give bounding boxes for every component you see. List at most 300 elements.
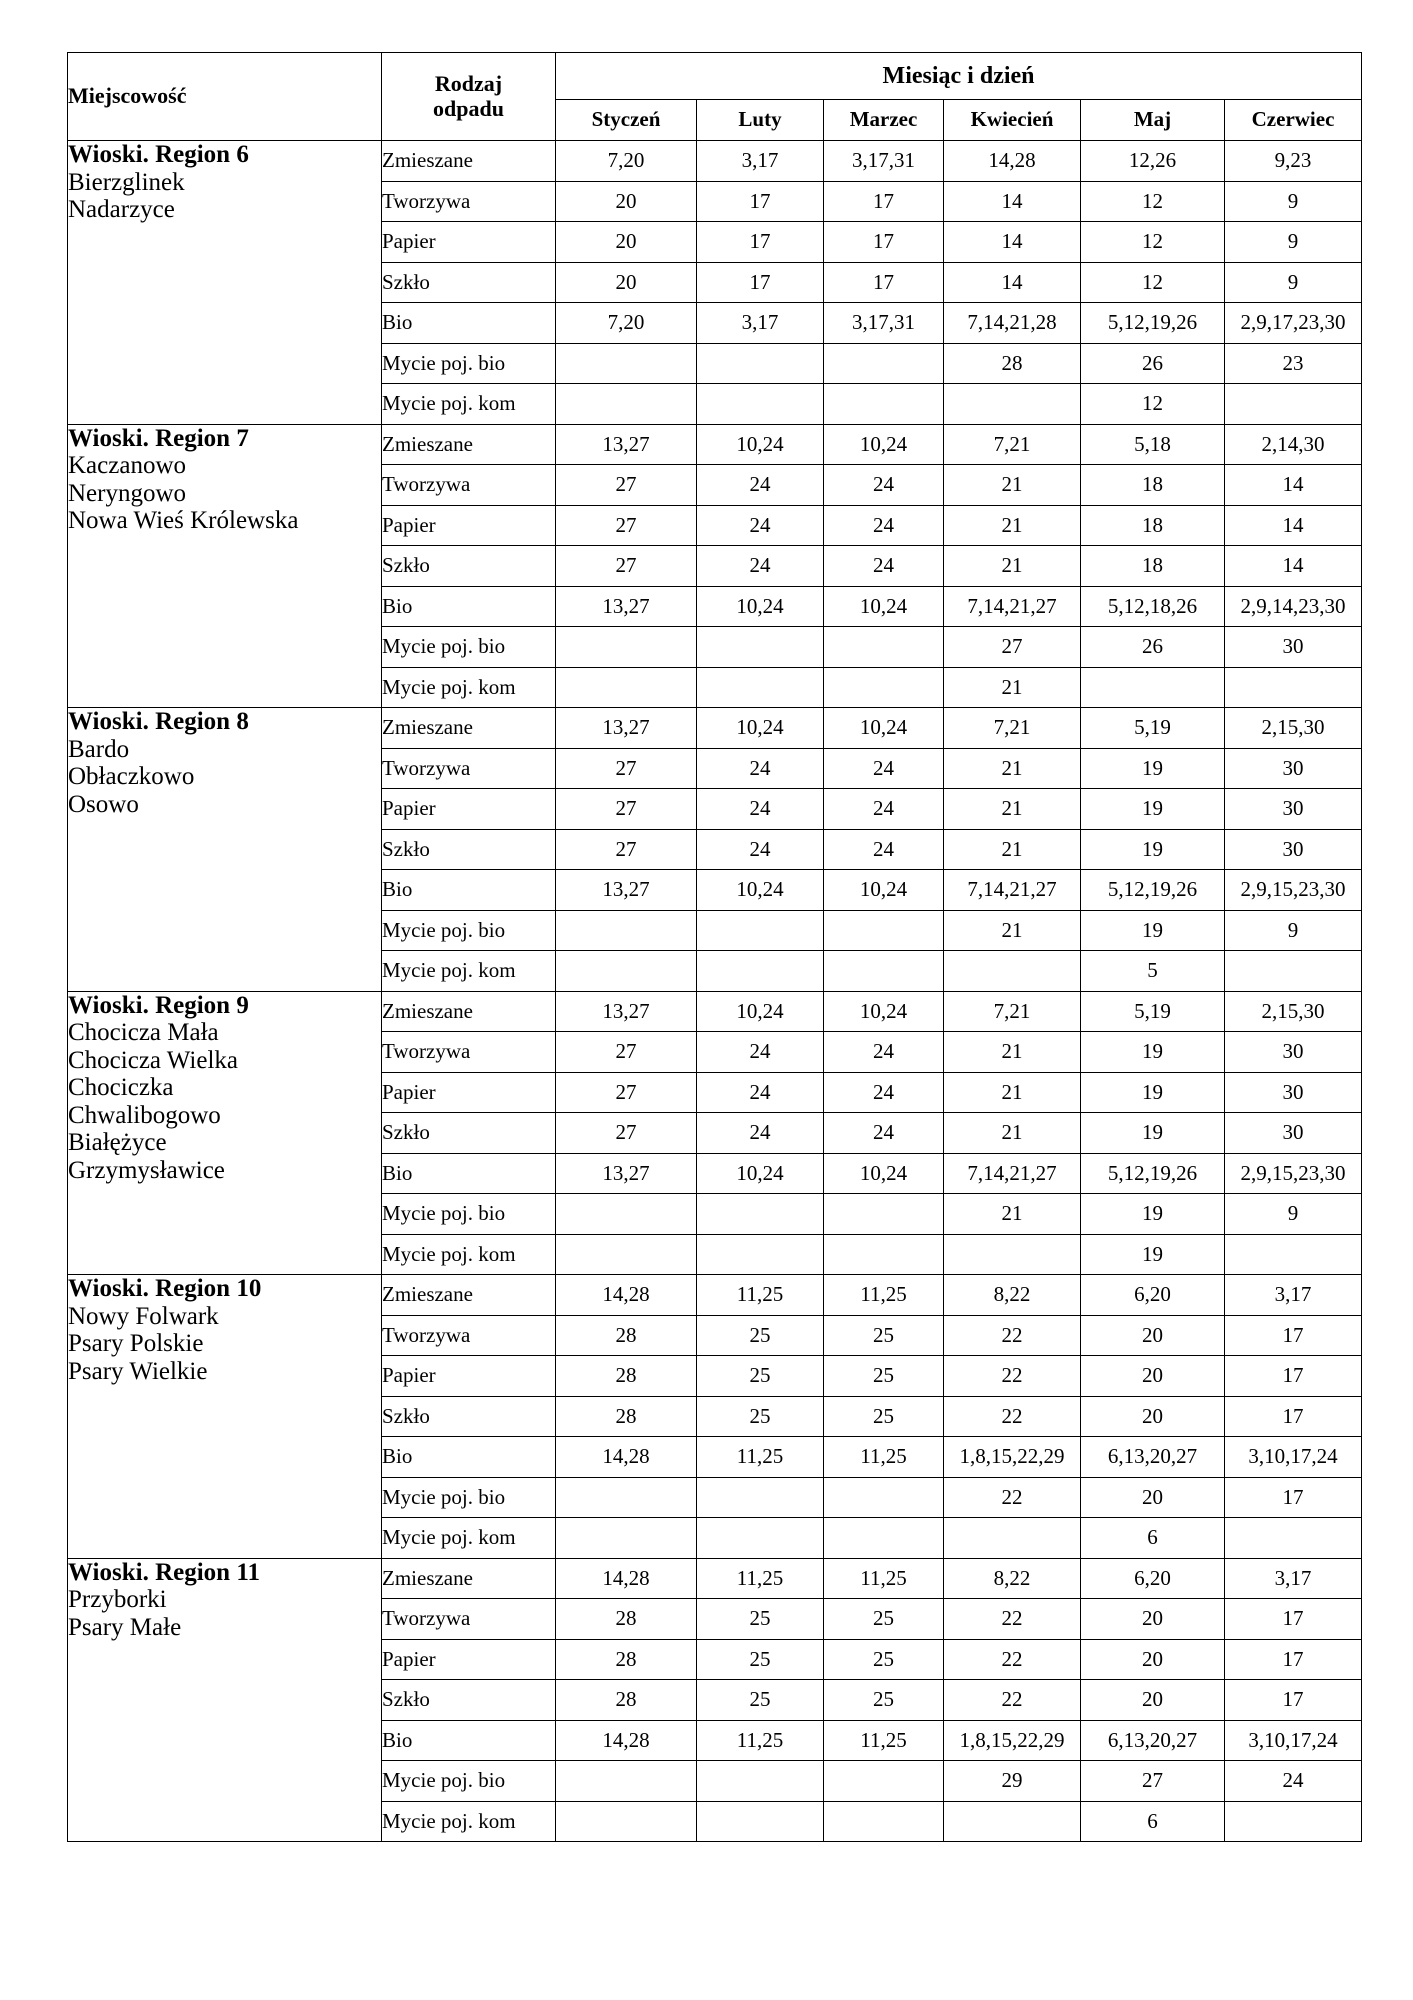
waste-type-cell: Tworzywa [382, 1315, 556, 1356]
village-name: Osowo [68, 790, 139, 818]
collection-days-cell: 13,27 [556, 586, 697, 627]
collection-days-cell: 5 [1081, 951, 1225, 992]
village-name: Neryngowo [68, 479, 187, 507]
collection-days-cell [556, 1234, 697, 1275]
collection-days-cell: 11,25 [824, 1720, 944, 1761]
collection-days-cell [1225, 1518, 1362, 1559]
waste-type-cell: Mycie poj. bio [382, 627, 556, 668]
collection-days-cell [556, 951, 697, 992]
region-place-cell [68, 991, 382, 1275]
village-name: Chocicza Mała [68, 1019, 219, 1046]
collection-days-cell: 1,8,15,22,29 [944, 1720, 1081, 1761]
collection-days-cell: 2,9,14,23,30 [1225, 586, 1362, 627]
month-day-group-header: Miesiąc i dzień [556, 53, 1362, 100]
collection-days-cell: 7,14,21,27 [944, 1153, 1081, 1194]
collection-days-cell: 10,24 [824, 1153, 944, 1194]
collection-days-cell: 3,17 [697, 303, 824, 344]
collection-days-cell [556, 667, 697, 708]
collection-days-cell: 24 [824, 465, 944, 506]
region-place-cell [68, 424, 382, 708]
collection-days-cell [697, 951, 824, 992]
collection-days-cell: 7,14,21,27 [944, 586, 1081, 627]
waste-type-cell: Mycie poj. kom [382, 1801, 556, 1842]
collection-days-cell: 7,20 [556, 303, 697, 344]
collection-days-cell: 27 [556, 748, 697, 789]
collection-days-cell: 2,14,30 [1225, 424, 1362, 465]
collection-days-cell: 24 [697, 1032, 824, 1073]
collection-days-cell: 30 [1225, 1113, 1362, 1154]
collection-days-cell: 24 [697, 829, 824, 870]
collection-days-cell: 17 [1225, 1639, 1362, 1680]
collection-days-cell: 14 [944, 262, 1081, 303]
collection-days-cell: 9 [1225, 181, 1362, 222]
collection-days-cell: 25 [824, 1639, 944, 1680]
collection-days-cell: 9,23 [1225, 141, 1362, 182]
collection-days-cell: 17 [697, 262, 824, 303]
collection-days-cell: 10,24 [824, 586, 944, 627]
collection-days-cell [697, 1761, 824, 1802]
collection-days-cell: 19 [1081, 1113, 1225, 1154]
collection-days-cell [556, 910, 697, 951]
collection-days-cell: 17 [1225, 1599, 1362, 1640]
waste-type-cell: Zmieszane [382, 1558, 556, 1599]
collection-days-cell: 11,25 [697, 1558, 824, 1599]
collection-days-cell [824, 627, 944, 668]
waste-type-cell: Tworzywa [382, 748, 556, 789]
village-name: Chocicza Wielka [68, 1046, 238, 1074]
region-name: Wioski. Region 7 [68, 424, 249, 452]
collection-days-cell [824, 343, 944, 384]
collection-days-cell: 25 [824, 1315, 944, 1356]
collection-days-cell: 21 [944, 667, 1081, 708]
collection-days-cell: 7,14,21,27 [944, 870, 1081, 911]
collection-days-cell: 30 [1225, 789, 1362, 830]
waste-type-cell: Szkło [382, 262, 556, 303]
collection-days-cell: 27 [556, 546, 697, 587]
region-place-cell [68, 1558, 382, 1842]
collection-days-cell: 17 [1225, 1396, 1362, 1437]
table-row [68, 1558, 1362, 1599]
collection-days-cell: 30 [1225, 829, 1362, 870]
collection-days-cell: 18 [1081, 546, 1225, 587]
collection-days-cell: 24 [697, 546, 824, 587]
collection-days-cell: 12 [1081, 181, 1225, 222]
collection-days-cell: 26 [1081, 343, 1225, 384]
collection-days-cell [824, 1477, 944, 1518]
collection-days-cell: 28 [944, 343, 1081, 384]
waste-type-cell: Mycie poj. kom [382, 384, 556, 425]
collection-days-cell: 13,27 [556, 708, 697, 749]
collection-days-cell: 20 [556, 181, 697, 222]
collection-days-cell: 27 [556, 1072, 697, 1113]
table-row [68, 708, 1362, 749]
collection-days-cell: 19 [1081, 829, 1225, 870]
collection-days-cell: 28 [556, 1680, 697, 1721]
collection-days-cell: 24 [824, 1032, 944, 1073]
waste-type-cell: Bio [382, 303, 556, 344]
collection-days-cell [944, 1234, 1081, 1275]
waste-type-cell: Papier [382, 1639, 556, 1680]
collection-days-cell: 9 [1225, 222, 1362, 263]
collection-days-cell: 5,12,18,26 [1081, 586, 1225, 627]
collection-days-cell: 18 [1081, 465, 1225, 506]
collection-days-cell: 17 [1225, 1680, 1362, 1721]
collection-days-cell: 20 [1081, 1639, 1225, 1680]
region-name: Wioski. Region 9 [68, 991, 249, 1019]
month-header-march: Marzec [824, 100, 944, 141]
collection-days-cell [1081, 667, 1225, 708]
village-name: Przyborki [68, 1586, 167, 1613]
collection-days-cell: 30 [1225, 1032, 1362, 1073]
collection-days-cell: 19 [1081, 1234, 1225, 1275]
collection-days-cell: 14 [944, 222, 1081, 263]
village-name: Nowa Wieś Królewska [68, 507, 299, 534]
collection-days-cell: 22 [944, 1356, 1081, 1397]
waste-type-cell: Zmieszane [382, 424, 556, 465]
collection-days-cell: 11,25 [824, 1275, 944, 1316]
waste-type-cell: Mycie poj. bio [382, 1477, 556, 1518]
village-name: Obłaczkowo [68, 763, 195, 790]
collection-days-cell: 12 [1081, 384, 1225, 425]
waste-type-cell: Bio [382, 586, 556, 627]
collection-days-cell [824, 667, 944, 708]
collection-days-cell [697, 1477, 824, 1518]
collection-days-cell: 19 [1081, 1194, 1225, 1235]
village-name: Nadarzyce [68, 196, 175, 223]
collection-days-cell: 17 [824, 222, 944, 263]
collection-days-cell [1225, 667, 1362, 708]
collection-days-cell: 11,25 [697, 1720, 824, 1761]
collection-days-cell: 23 [1225, 343, 1362, 384]
collection-days-cell: 11,25 [824, 1558, 944, 1599]
region-place-cell [68, 141, 382, 425]
collection-days-cell: 21 [944, 748, 1081, 789]
collection-days-cell: 24 [824, 1113, 944, 1154]
collection-days-cell: 25 [697, 1356, 824, 1397]
collection-days-cell: 24 [697, 748, 824, 789]
waste-type-cell: Bio [382, 1153, 556, 1194]
collection-days-cell: 19 [1081, 789, 1225, 830]
region-name: Wioski. Region 10 [68, 1275, 262, 1302]
collection-days-cell [556, 1477, 697, 1518]
collection-days-cell: 2,15,30 [1225, 708, 1362, 749]
collection-days-cell: 27 [556, 465, 697, 506]
waste-type-cell: Bio [382, 1437, 556, 1478]
collection-days-cell [944, 1518, 1081, 1559]
collection-days-cell: 20 [1081, 1680, 1225, 1721]
collection-days-cell: 21 [944, 546, 1081, 587]
collection-days-cell: 28 [556, 1599, 697, 1640]
collection-days-cell: 14 [1225, 546, 1362, 587]
table-row [68, 1275, 1362, 1316]
collection-days-cell: 28 [556, 1315, 697, 1356]
collection-days-cell: 27 [1081, 1761, 1225, 1802]
collection-days-cell: 11,25 [697, 1275, 824, 1316]
village-name: Chociczka [68, 1074, 174, 1101]
collection-days-cell: 20 [1081, 1477, 1225, 1518]
collection-days-cell: 17 [697, 222, 824, 263]
collection-days-cell: 25 [824, 1396, 944, 1437]
village-name: Białężyce [68, 1129, 167, 1156]
collection-days-cell: 2,9,15,23,30 [1225, 870, 1362, 911]
collection-days-cell: 3,10,17,24 [1225, 1437, 1362, 1478]
waste-type-cell: Mycie poj. bio [382, 1761, 556, 1802]
collection-days-cell [824, 1801, 944, 1842]
collection-days-cell: 22 [944, 1639, 1081, 1680]
collection-days-cell: 5,12,19,26 [1081, 1153, 1225, 1194]
collection-days-cell [824, 1194, 944, 1235]
collection-days-cell: 5,18 [1081, 424, 1225, 465]
collection-days-cell: 24 [1225, 1761, 1362, 1802]
collection-days-cell: 3,17 [1225, 1275, 1362, 1316]
waste-type-cell: Mycie poj. bio [382, 910, 556, 951]
collection-days-cell: 24 [697, 1113, 824, 1154]
waste-type-cell: Szkło [382, 1113, 556, 1154]
collection-days-cell: 21 [944, 505, 1081, 546]
collection-days-cell: 25 [697, 1639, 824, 1680]
region-place-cell [68, 1275, 382, 1559]
waste-type-cell: Tworzywa [382, 465, 556, 506]
collection-days-cell: 20 [1081, 1356, 1225, 1397]
collection-days-cell [556, 1761, 697, 1802]
collection-days-cell [697, 384, 824, 425]
collection-days-cell [944, 951, 1081, 992]
month-header-february: Luty [697, 100, 824, 141]
collection-days-cell: 22 [944, 1477, 1081, 1518]
month-header-january: Styczeń [556, 100, 697, 141]
collection-days-cell: 10,24 [697, 991, 824, 1032]
collection-days-cell [697, 627, 824, 668]
collection-days-cell: 21 [944, 1032, 1081, 1073]
collection-days-cell: 24 [697, 789, 824, 830]
collection-days-cell: 6,20 [1081, 1275, 1225, 1316]
collection-days-cell: 1,8,15,22,29 [944, 1437, 1081, 1478]
collection-days-cell: 25 [697, 1315, 824, 1356]
waste-type-cell: Mycie poj. kom [382, 951, 556, 992]
collection-days-cell: 21 [944, 1113, 1081, 1154]
collection-days-cell: 14,28 [556, 1558, 697, 1599]
collection-days-cell: 6,13,20,27 [1081, 1437, 1225, 1478]
collection-days-cell: 6 [1081, 1801, 1225, 1842]
collection-days-cell: 3,17,31 [824, 303, 944, 344]
collection-days-cell: 9 [1225, 910, 1362, 951]
collection-days-cell: 14,28 [944, 141, 1081, 182]
collection-days-cell: 25 [824, 1680, 944, 1721]
collection-days-cell: 17 [1225, 1356, 1362, 1397]
collection-days-cell: 25 [697, 1599, 824, 1640]
collection-days-cell: 5,19 [1081, 708, 1225, 749]
collection-days-cell: 7,21 [944, 708, 1081, 749]
collection-days-cell [556, 1194, 697, 1235]
collection-days-cell: 13,27 [556, 870, 697, 911]
waste-type-header-line2: odpadu [433, 95, 504, 121]
collection-days-cell: 27 [556, 1032, 697, 1073]
collection-days-cell: 10,24 [824, 424, 944, 465]
collection-days-cell: 12 [1081, 262, 1225, 303]
collection-days-cell: 17 [824, 181, 944, 222]
collection-days-cell [697, 667, 824, 708]
collection-days-cell [556, 384, 697, 425]
collection-days-cell: 24 [824, 505, 944, 546]
collection-days-cell [556, 1801, 697, 1842]
collection-days-cell: 2,9,15,23,30 [1225, 1153, 1362, 1194]
collection-days-cell: 10,24 [824, 870, 944, 911]
collection-days-cell: 10,24 [824, 708, 944, 749]
collection-days-cell [697, 343, 824, 384]
collection-days-cell: 5,12,19,26 [1081, 870, 1225, 911]
collection-days-cell: 17 [824, 262, 944, 303]
collection-days-cell: 24 [824, 829, 944, 870]
collection-days-cell: 21 [944, 1194, 1081, 1235]
collection-days-cell [697, 1234, 824, 1275]
collection-days-cell: 25 [824, 1599, 944, 1640]
collection-days-cell: 20 [1081, 1396, 1225, 1437]
collection-days-cell: 7,21 [944, 424, 1081, 465]
collection-days-cell [944, 384, 1081, 425]
collection-days-cell: 24 [697, 505, 824, 546]
collection-days-cell: 12,26 [1081, 141, 1225, 182]
waste-type-cell: Bio [382, 1720, 556, 1761]
waste-type-cell: Tworzywa [382, 1599, 556, 1640]
collection-days-cell: 7,14,21,28 [944, 303, 1081, 344]
collection-days-cell: 13,27 [556, 424, 697, 465]
collection-days-cell: 14 [1225, 505, 1362, 546]
collection-days-cell: 27 [556, 505, 697, 546]
waste-type-cell: Mycie poj. bio [382, 1194, 556, 1235]
collection-days-cell: 26 [1081, 627, 1225, 668]
waste-type-cell: Mycie poj. kom [382, 1518, 556, 1559]
collection-days-cell: 24 [824, 748, 944, 789]
collection-days-cell: 28 [556, 1396, 697, 1437]
collection-days-cell: 24 [697, 1072, 824, 1113]
collection-days-cell [824, 1234, 944, 1275]
waste-type-cell: Szkło [382, 829, 556, 870]
village-name: Kaczanowo [68, 452, 186, 479]
collection-days-cell: 14,28 [556, 1437, 697, 1478]
collection-days-cell [1225, 951, 1362, 992]
waste-type-cell: Mycie poj. bio [382, 343, 556, 384]
collection-days-cell: 24 [824, 789, 944, 830]
collection-days-cell: 11,25 [697, 1437, 824, 1478]
table-header [68, 53, 1362, 141]
waste-type-cell: Mycie poj. kom [382, 667, 556, 708]
collection-days-cell: 6,20 [1081, 1558, 1225, 1599]
collection-days-cell: 30 [1225, 627, 1362, 668]
collection-days-cell: 10,24 [824, 991, 944, 1032]
collection-days-cell [697, 910, 824, 951]
waste-type-cell: Tworzywa [382, 181, 556, 222]
collection-days-cell: 11,25 [824, 1437, 944, 1478]
waste-type-cell: Papier [382, 789, 556, 830]
collection-days-cell: 20 [556, 222, 697, 263]
waste-type-cell: Szkło [382, 1680, 556, 1721]
collection-days-cell: 13,27 [556, 991, 697, 1032]
collection-days-cell: 19 [1081, 910, 1225, 951]
collection-days-cell [944, 1801, 1081, 1842]
collection-days-cell: 20 [1081, 1599, 1225, 1640]
collection-days-cell: 3,17,31 [824, 141, 944, 182]
collection-days-cell [824, 1518, 944, 1559]
collection-days-cell: 18 [1081, 505, 1225, 546]
collection-days-cell: 21 [944, 829, 1081, 870]
collection-days-cell: 5,19 [1081, 991, 1225, 1032]
collection-days-cell: 14 [944, 181, 1081, 222]
collection-days-cell: 13,27 [556, 1153, 697, 1194]
collection-days-cell: 8,22 [944, 1558, 1081, 1599]
collection-days-cell: 10,24 [697, 586, 824, 627]
collection-days-cell: 28 [556, 1639, 697, 1680]
month-header-june: Czerwiec [1225, 100, 1362, 141]
waste-type-cell: Tworzywa [382, 1032, 556, 1073]
collection-days-cell: 3,17 [1225, 1558, 1362, 1599]
waste-type-cell: Szkło [382, 546, 556, 587]
collection-days-cell: 28 [556, 1356, 697, 1397]
waste-type-cell: Papier [382, 1072, 556, 1113]
waste-type-cell: Papier [382, 222, 556, 263]
waste-type-cell: Zmieszane [382, 1275, 556, 1316]
collection-days-cell: 8,22 [944, 1275, 1081, 1316]
collection-days-cell: 24 [824, 546, 944, 587]
collection-days-cell: 10,24 [697, 424, 824, 465]
waste-type-cell: Papier [382, 1356, 556, 1397]
collection-days-cell: 27 [556, 1113, 697, 1154]
collection-days-cell [1225, 1234, 1362, 1275]
collection-days-cell: 24 [697, 465, 824, 506]
collection-days-cell: 9 [1225, 262, 1362, 303]
collection-days-cell: 5,12,19,26 [1081, 303, 1225, 344]
collection-days-cell: 14,28 [556, 1720, 697, 1761]
collection-days-cell: 25 [697, 1396, 824, 1437]
village-name: Psary Wielkie [68, 1357, 208, 1385]
waste-type-cell: Mycie poj. kom [382, 1234, 556, 1275]
collection-days-cell: 20 [1081, 1315, 1225, 1356]
collection-days-cell: 6 [1081, 1518, 1225, 1559]
collection-days-cell: 29 [944, 1761, 1081, 1802]
collection-days-cell: 25 [824, 1356, 944, 1397]
village-name: Psary Małe [68, 1613, 182, 1641]
collection-days-cell: 17 [1225, 1477, 1362, 1518]
collection-days-cell [824, 951, 944, 992]
village-name: Psary Polskie [68, 1330, 204, 1357]
collection-days-cell: 10,24 [697, 708, 824, 749]
table-row [68, 991, 1362, 1032]
collection-days-cell: 9 [1225, 1194, 1362, 1235]
collection-days-cell: 27 [556, 829, 697, 870]
collection-days-cell: 7,20 [556, 141, 697, 182]
collection-days-cell: 22 [944, 1396, 1081, 1437]
collection-days-cell [1225, 1801, 1362, 1842]
collection-days-cell: 22 [944, 1680, 1081, 1721]
village-name: Grzymysławice [68, 1156, 225, 1184]
waste-type-cell: Zmieszane [382, 991, 556, 1032]
collection-days-cell: 14 [1225, 465, 1362, 506]
collection-days-cell: 21 [944, 1072, 1081, 1113]
collection-days-cell: 19 [1081, 1072, 1225, 1113]
month-header-april: Kwiecień [944, 100, 1081, 141]
table-row [68, 141, 1362, 182]
collection-days-cell [697, 1801, 824, 1842]
collection-days-cell: 6,13,20,27 [1081, 1720, 1225, 1761]
collection-days-cell [556, 1518, 697, 1559]
collection-days-cell: 3,17 [697, 141, 824, 182]
waste-type-cell: Szkło [382, 1396, 556, 1437]
village-name: Bardo [68, 735, 130, 763]
collection-days-cell: 3,10,17,24 [1225, 1720, 1362, 1761]
collection-days-cell [697, 1194, 824, 1235]
collection-days-cell: 30 [1225, 748, 1362, 789]
collection-days-cell [697, 1518, 824, 1559]
collection-days-cell [824, 910, 944, 951]
